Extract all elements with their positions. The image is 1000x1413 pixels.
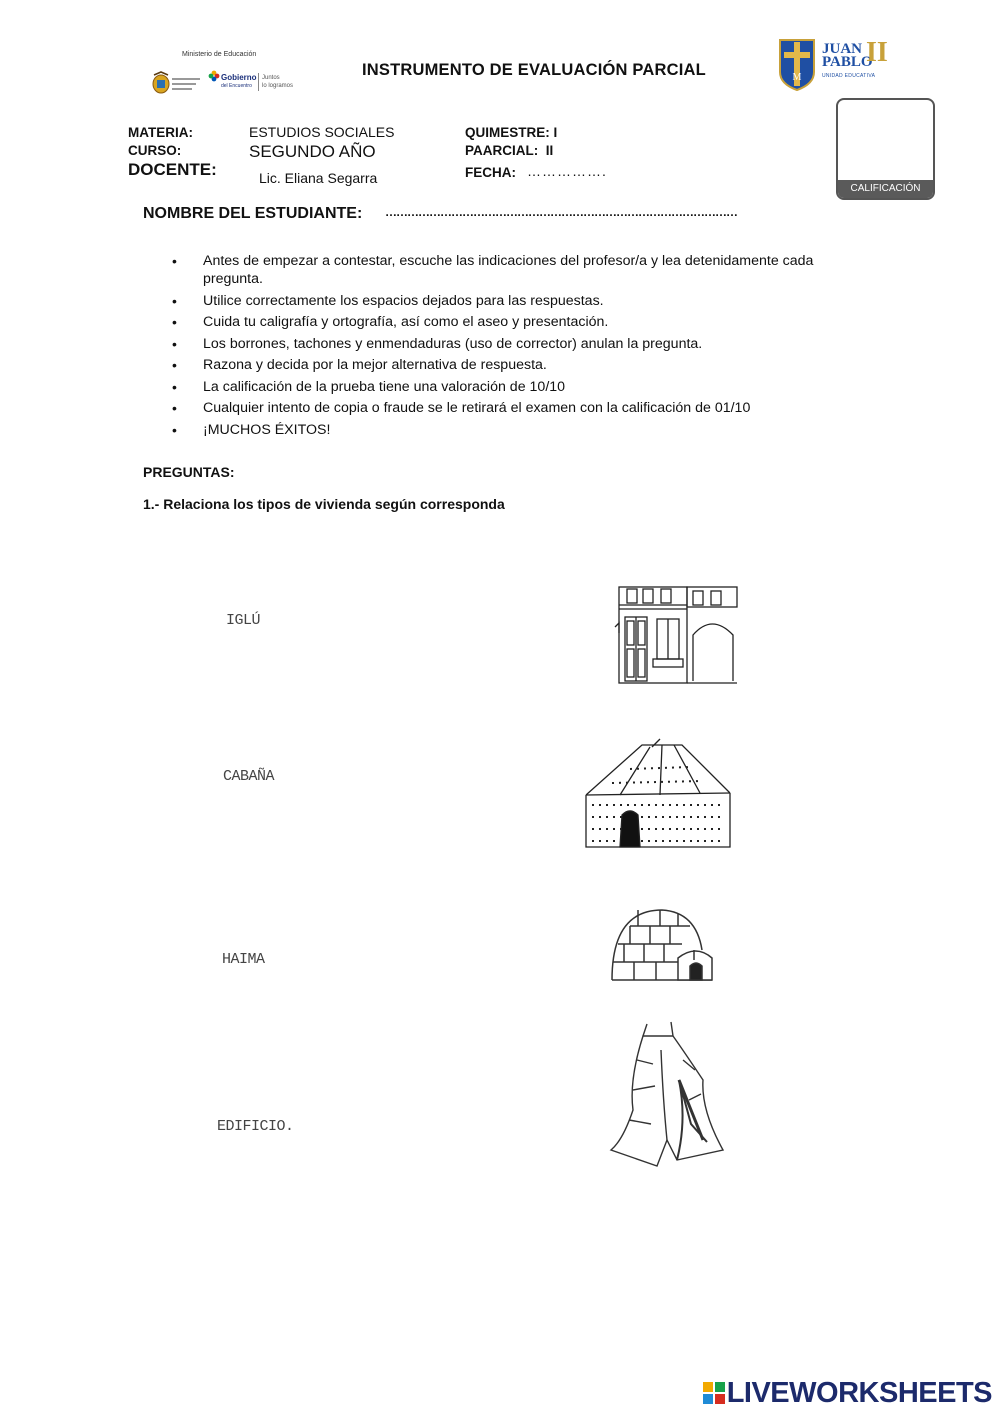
curso-label: CURSO:	[128, 143, 182, 158]
ecuador-coat-of-arms-logo	[150, 70, 202, 96]
logo-divider	[258, 73, 259, 91]
brand-suffix: WORKSHEETS	[789, 1376, 992, 1409]
instruction-item: • La calificación de la prueba tiene una valoración de 10/10	[172, 378, 872, 396]
questions-heading: PREGUNTAS:	[143, 464, 235, 480]
materia-value: ESTUDIOS SOCIALES	[249, 124, 395, 140]
instruction-item: • Antes de empezar a contestar, escuche las indicaciones del profesor/a y lea detenidamente cada pregunta.	[172, 252, 872, 288]
lo-logramos-text: lo logramos	[262, 83, 294, 89]
gobierno-word: Gobierno	[221, 73, 257, 82]
building-image[interactable]	[607, 585, 739, 685]
matching-word-haima[interactable]: HAIMA	[222, 951, 265, 968]
instruction-item: • Razona y decida por la mejor alternativa de respuesta.	[172, 356, 872, 374]
materia-label: MATERIA:	[128, 125, 193, 140]
hut-image[interactable]	[603, 1020, 731, 1170]
gobierno-flower-icon	[208, 70, 220, 82]
igloo-image[interactable]	[606, 904, 718, 990]
docente-value: Lic. Eliana Segarra	[259, 170, 378, 186]
instruction-item: • Los borrones, tachones y enmendaduras (uso de corrector) anulan la pregunta.	[172, 335, 872, 353]
matching-word-iglu[interactable]: IGLÚ	[226, 612, 261, 629]
school-sub: UNIDAD EDUCATIVA	[822, 73, 876, 79]
curso-value: SEGUNDO AÑO	[249, 142, 376, 161]
gobierno-sub: del Encuentro	[221, 83, 252, 89]
fecha-label: FECHA:	[465, 165, 516, 180]
instructions-list	[172, 252, 872, 442]
school-logo	[778, 36, 888, 94]
svg-text:M: M	[792, 72, 802, 83]
school-numeral: II	[866, 37, 888, 68]
parcial-label: PAARCIAL: II	[465, 143, 554, 158]
brand-prefix: LIVE	[726, 1376, 790, 1409]
juntos-text: Juntos	[262, 75, 280, 81]
school-name-2: PABLO	[822, 54, 873, 70]
grade-label: CALIFICACIÓN	[838, 180, 933, 198]
question-1: 1.- Relaciona los tipos de vivienda según corresponda	[143, 496, 505, 512]
tent-cabin-image[interactable]	[582, 735, 734, 857]
grade-box[interactable]	[836, 98, 935, 200]
quimestre-label: QUIMESTRE: I	[465, 125, 558, 140]
instruction-item: • Cuida tu caligrafía y ortografía, así como el aseo y presentación.	[172, 313, 872, 331]
fecha-value[interactable]: …………….	[527, 163, 607, 179]
gobierno-logo	[208, 70, 298, 96]
school-name-1: JUAN	[822, 41, 862, 57]
student-name-label: NOMBRE DEL ESTUDIANTE:	[143, 205, 363, 222]
matching-word-cabana[interactable]: CABAÑA	[223, 768, 275, 785]
instruction-item: • Utilice correctamente los espacios dejados para las respuestas.	[172, 292, 872, 310]
matching-word-edificio[interactable]: EDIFICIO.	[217, 1118, 294, 1135]
document-title: INSTRUMENTO DE EVALUACIÓN PARCIAL	[362, 61, 706, 79]
ministry-label: Ministerio de Educación	[182, 51, 257, 58]
docente-label: DOCENTE:	[128, 160, 217, 179]
liveworksheets-logo-icon	[703, 1382, 725, 1404]
instruction-item: • ¡MUCHOS ÉXITOS!	[172, 421, 872, 439]
instruction-item: • Cualquier intento de copia o fraude se le retirará el examen con la calificación de 01/10	[172, 399, 872, 417]
school-shield-icon	[778, 38, 816, 92]
liveworksheets-branding	[703, 1378, 992, 1408]
student-name-field[interactable]: ……………………………………………………………………………………	[385, 205, 737, 219]
